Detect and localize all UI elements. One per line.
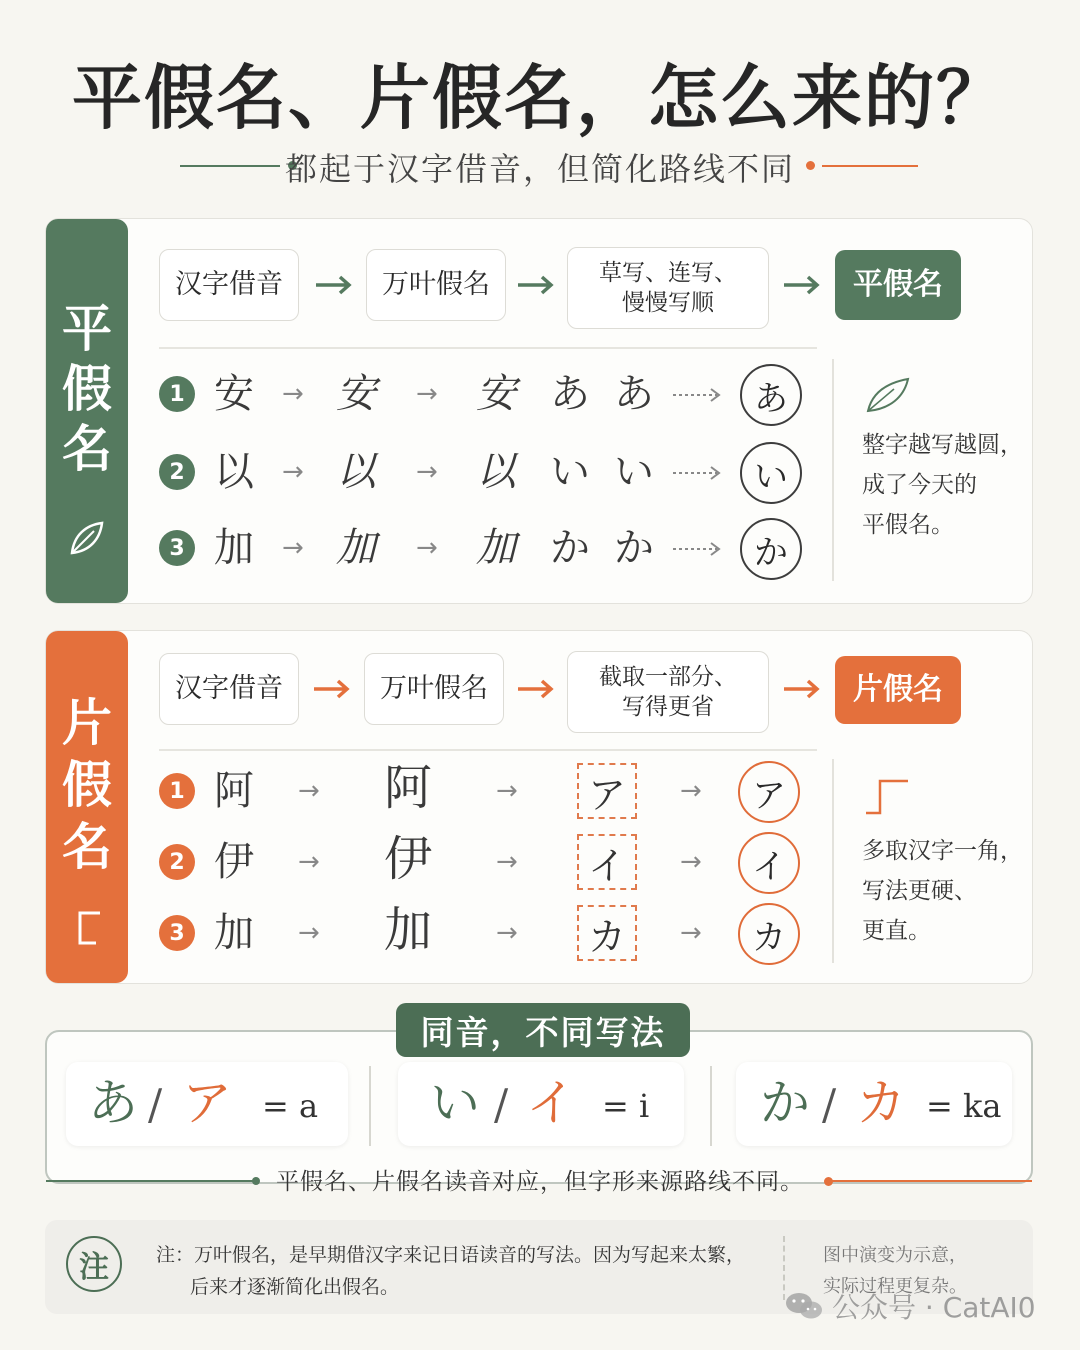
step-kanji-borrow [159,249,299,321]
katakana-char: イ [526,1074,576,1132]
manyogana-char: 阿 [384,760,433,816]
row-number: 1 [159,376,195,412]
fragment-box: カ [577,905,637,961]
romaji: = a [262,1087,319,1125]
result-circle: い [740,442,802,504]
kanji-source: 以 [214,449,254,495]
result-circle: イ [738,832,800,894]
manyogana-char: 安 [336,371,376,417]
footnote-right-line: 实际过程更复杂。 [823,1276,967,1297]
slash: / [494,1080,509,1129]
kanji-source: 伊 [214,839,254,885]
cursive-char: あ [550,371,590,417]
side-char: 名 [62,818,112,876]
hiragana-char: い [430,1074,480,1132]
pair-i [398,1062,684,1146]
step-label: 汉字借音 [175,269,283,300]
kanji-source: 加 [214,525,254,571]
arrow-icon: → [298,918,320,948]
arrow-right-icon [516,677,556,701]
row-number: 2 [159,844,195,880]
arrow-icon: → [282,533,304,563]
divider-vertical [832,759,834,963]
subtitle-dot-right [806,161,815,170]
cursive-char: 以 [476,449,516,495]
subtitle-line-right [822,165,918,167]
watermark: 公众号 · CatAI0 [832,1291,1036,1324]
divider [159,749,817,751]
note-line: 更直。 [862,918,931,944]
katakana-card [45,630,1033,984]
arrow-icon: → [496,918,518,948]
dashed-arrow-icon [671,465,723,481]
divider [159,347,817,349]
slash: / [822,1080,837,1129]
hiragana-note [862,425,1023,545]
side-char: 名 [62,420,112,478]
result-circle: か [740,518,802,580]
cursive-char: い [614,449,654,495]
corner-bracket-icon [66,907,108,949]
caption-line-right [832,1180,1032,1182]
step-label: 万叶假名 [380,673,488,704]
manyogana-char: 加 [336,525,376,571]
step-label: 汉字借音 [175,673,283,704]
arrow-icon: → [680,847,702,877]
arrow-icon: → [298,847,320,877]
arrow-icon: → [298,776,320,806]
kanji-source: 安 [214,371,254,417]
arrow-icon: → [282,379,304,409]
footnote-line: 注：万叶假名，是早期借汉字来记日语读音的写法。因为写起来太繁， [156,1244,746,1266]
arrow-icon: → [680,776,702,806]
hiragana-char: か [760,1074,810,1132]
arrow-icon: → [496,776,518,806]
step-manyogana [366,249,506,321]
pair-a [66,1062,348,1146]
arrow-right-icon [314,273,354,297]
row-number: 3 [159,530,195,566]
footnote-right-line: 图中演变为示意， [823,1245,967,1266]
subtitle: 都起于汉字借音，但简化路线不同 [284,150,795,188]
note-badge: 注 [66,1236,122,1292]
step-label-line: 慢慢写顺 [622,290,714,316]
result-circle: あ [740,364,802,426]
footnote-line: 后来才逐渐简化出假名。 [190,1276,400,1298]
step-cursive [567,247,769,329]
note-line: 成了今天的 [862,472,977,498]
step-hiragana-result [835,250,961,320]
cursive-char: か [550,525,590,571]
hiragana-card [45,218,1033,604]
row-number: 2 [159,454,195,490]
katakana-note [862,831,1023,951]
kanji-source: 阿 [214,768,254,814]
same-sound-heading: 同音，不同写法 [396,1003,690,1057]
dashed-arrow-icon [671,541,723,557]
arrow-right-icon [782,273,822,297]
arrow-icon: → [416,379,438,409]
arrow-icon: → [496,847,518,877]
cursive-char: 加 [476,525,516,571]
cursive-char: あ [614,371,654,417]
arrow-right-icon [312,677,352,701]
slash: / [148,1080,163,1129]
step-label: 万叶假名 [382,269,490,300]
fragment-box: ア [577,763,637,819]
katakana-char: カ [856,1074,906,1132]
pair-ka [736,1062,1012,1146]
divider-vertical [832,359,834,581]
manyogana-char: 伊 [384,831,433,887]
note-line: 整字越写越圆， [862,432,1023,458]
katakana-side-label [46,631,128,983]
leaf-icon [864,375,912,415]
pair-divider [710,1066,712,1146]
wechat-icon [784,1290,824,1322]
note-line: 平假名。 [862,512,954,538]
katakana-char: ア [182,1074,232,1132]
result-circle: ア [738,761,800,823]
cursive-char: 安 [476,371,516,417]
step-label-line: 写得更省 [622,694,714,720]
manyogana-char: 以 [336,449,376,495]
step-manyogana [364,653,504,725]
same-sound-caption: 平假名、片假名读音对应，但字形来源路线不同。 [276,1169,804,1195]
arrow-icon: → [416,533,438,563]
leaf-icon [66,517,108,559]
side-char: 片 [62,694,112,752]
cursive-char: い [550,449,590,495]
arrow-icon: → [282,457,304,487]
arrow-icon: → [680,918,702,948]
arrow-right-icon [782,677,822,701]
pair-divider [369,1066,371,1146]
side-char: 平 [62,300,112,358]
kanji-source: 加 [214,910,254,956]
result-circle: カ [738,903,800,965]
fragment-box: イ [577,834,637,890]
hiragana-char: あ [88,1074,138,1132]
arrow-icon: → [416,457,438,487]
dashed-arrow-icon [671,387,723,403]
step-label: 平假名 [853,267,943,302]
step-katakana-result [835,656,961,724]
romaji: = ka [926,1087,1002,1125]
manyogana-char: 加 [384,902,433,958]
romaji: = i [602,1087,650,1125]
page-title: 平假名、片假名，怎么来的？ [72,57,1008,139]
subtitle-row [0,142,1080,188]
step-label-line: 截取一部分、 [599,664,737,690]
side-char: 假 [62,360,112,418]
row-number: 1 [159,773,195,809]
corner-bracket-icon [862,777,912,817]
step-truncate [567,651,769,733]
arrow-right-icon [516,273,556,297]
step-label-line: 草写、连写、 [599,260,737,286]
cursive-char: か [614,525,654,571]
note-line: 多取汉字一角， [862,838,1023,864]
step-label: 片假名 [853,672,943,707]
note-line: 写法更硬、 [862,878,977,904]
row-number: 3 [159,915,195,951]
side-char: 假 [62,756,112,814]
step-kanji-borrow [159,653,299,725]
hiragana-side-label [46,219,128,603]
